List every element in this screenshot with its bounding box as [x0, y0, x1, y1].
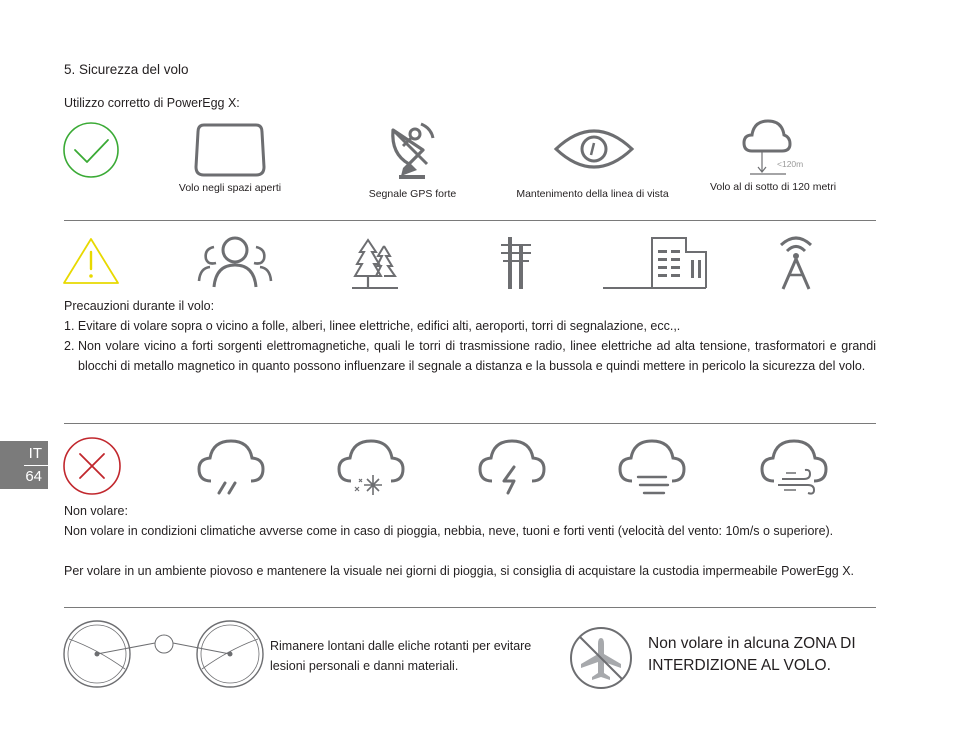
tab-divider [24, 465, 48, 466]
propeller-icon [63, 619, 265, 689]
page-number: 64 [25, 468, 42, 485]
no-fly-zone-warning: Non volare in alcuna ZONA DI INTERDIZIONE AL VOLO. [648, 635, 856, 674]
altitude-label: Volo al di sotto di 120 metri [709, 181, 837, 193]
section-title: 5. Sicurezza del volo [64, 62, 189, 77]
weather-heading: Non volare: [64, 504, 128, 518]
divider-1 [64, 220, 876, 221]
trees-icon [352, 236, 398, 290]
open-space-icon [194, 122, 266, 177]
divider-2 [64, 423, 876, 424]
check-icon [62, 121, 120, 179]
precautions-heading: Precauzioni durante il volo: [64, 299, 215, 313]
open-space-label: Volo negli spazi aperti [178, 182, 282, 194]
signal-tower-icon [776, 233, 816, 291]
precautions-item-1: 1. Evitare di volare sopra o vicino a folle, alberi, linee elettriche, edifici alti, aeroporti, torri di segnalazione, ecc.,. [64, 319, 681, 333]
building-icon [602, 236, 708, 290]
eye-icon [554, 125, 634, 173]
weather-para-1: Non volare in condizioni climatiche avverse come in caso di pioggia, nebbia, neve, tuoni e forti venti (velocità del vento: 10m/s o superiore). [64, 524, 834, 538]
satellite-dish-icon [387, 120, 439, 180]
intro-label: Utilizzo corretto di PowerEgg X: [64, 96, 240, 110]
rain-cloud-icon [197, 437, 265, 497]
precautions-item-2: Non volare vicino a forti sorgenti elettromagnetiche, quali le torri di trasmissione radio, linee elettriche ad alta tensione, trasformatori e grandi blocchi di metallo magnetico in quanto possono influenzare il segnale a distanza e la bussola e quindi mettere in pericolo la sicurezza del volo. [78, 339, 876, 373]
prohibited-x-icon [62, 436, 122, 496]
gps-label: Segnale GPS forte [368, 188, 457, 200]
wind-cloud-icon [760, 437, 828, 497]
divider-3 [64, 607, 876, 608]
snow-cloud-icon [337, 437, 405, 497]
altitude-tag: <120m [777, 159, 804, 169]
weather-para-2: Per volare in un ambiente piovoso e mantenere la visuale nei giorni di pioggia, si consiglia di acquistare la custodia impermeabile PowerEgg X. [64, 564, 855, 578]
page-tab [0, 441, 48, 489]
warning-icon [61, 236, 121, 286]
no-airplane-icon [569, 626, 633, 690]
language-label: IT [28, 445, 42, 462]
precautions-item-2-number: 2. [64, 339, 75, 353]
fog-cloud-icon [618, 437, 686, 497]
crowd-icon [196, 235, 274, 289]
propeller-warning: Rimanere lontani dalle eliche rotanti per evitare lesioni personali e danni materiali. [270, 639, 532, 673]
thunder-cloud-icon [478, 437, 546, 497]
line-of-sight-label: Mantenimento della linea di vista [516, 188, 669, 200]
power-pole-icon [499, 235, 533, 291]
